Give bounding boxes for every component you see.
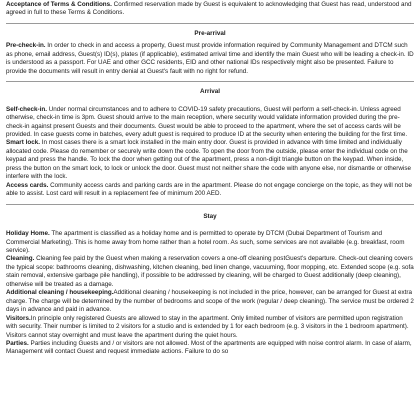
acceptance-heading: Acceptance of Terms & Conditions. — [6, 1, 112, 8]
pre-checkin-heading: Pre-check-in. — [6, 42, 46, 50]
holiday-home-paragraph — [6, 230, 414, 255]
self-checkin-paragraph — [6, 106, 414, 140]
cleaning-heading: Cleaning. — [6, 255, 35, 263]
divider — [6, 23, 414, 24]
visitors-text: In principle only registered Guests are allowed to stay in the apartment. Only limited number of visitors are permitted upon registration with security. Their number is limited to 2 visitors for a studio and is extended by 1 for each bedroom (e.g. 3 visitors in the 1 bedroom apartment). Visitors cannot stay overnight and must leave the apartment during the quiet hours. — [6, 314, 409, 339]
cleaning-paragraph — [6, 255, 414, 289]
housekeeping-text: Additional cleaning / housekeeping is not included in the price, however, can be arranged for Guest at extra charge. The charge will be determined by the number of bedrooms and scope of the work (regular / deep cleaning). The service must be ordered 2 days in advance and paid in advance. — [6, 289, 414, 314]
divider — [6, 204, 414, 205]
pre-checkin-text: In order to check in and access a property, Guest must provide information required by Community Management and DTCM such as phone, email address, Guest(s) ID(s), plates (if applicable), estimated arrival time and identify the main Guest who will be leading a check-in. ID is understood as a passport. For UAE and other GCC residents, EID and other national IDs respectively might also be presented. Failure to provide the documents will result in entry denial at Guest's fault with no right for refund. — [6, 42, 414, 75]
smart-lock-text: In most cases there is a smart lock installed in the main entry door. Guest is provided in advance with time limited and individually allocated code. Please do remember or securely write down the code. To open the door from the outside, please enter the individual code on the keypad and press the handle. To lock the door when getting out of the apartment, press a non-digit triangle button on the keypad. When inside, press the button on the smart lock, to lock or unlock the door. Guest must not neither share the code with anyone else, nor dismantle or otherwise interfere with the lock. — [6, 139, 411, 181]
stay-title: Stay — [203, 212, 217, 220]
arrival-title: Arrival — [200, 88, 220, 96]
divider — [6, 81, 414, 82]
parties-text: Parties including Guests and / or visitors are not allowed. Most of the apartments are equipped with noise control alarm. In case of alarm, Management will contact Guest and request immediate actions. Failure to do so — [6, 339, 412, 356]
housekeeping-paragraph — [6, 289, 414, 314]
stay-section — [6, 213, 414, 357]
smart-lock-heading: Smart lock. — [6, 139, 40, 147]
pre-checkin-paragraph — [6, 42, 414, 76]
self-checkin-heading: Self-check-in. — [6, 105, 47, 113]
pre-arrival-section — [6, 30, 414, 76]
arrival-section — [6, 88, 414, 198]
smart-lock-paragraph — [6, 139, 414, 181]
holiday-home-text: The apartment is classified as a holiday home and is permitted to operate by DTCM (Dubai Department of Tourism and Commercial Marketing). This is home away from home rather than a hotel room. As such, some services are not available (e.g. breakfast, room service). — [6, 230, 405, 254]
access-cards-text: Community access cards and parking cards are in the apartment. Please do not engage concierge on the topic, as they will not be able to assist. Lost card will result in a replacement fee of minimum 200 AED. — [6, 181, 413, 198]
pre-arrival-title: Pre-arrival — [194, 29, 226, 37]
self-checkin-text: Under normal circumstances and to adhere to COVID-19 safety precautions, Guest will perform a self-check-in. Unless agreed otherwise, check-in time is 3pm. Guest should arrive to the main reception, where security would validate information provided during the pre-check-in against present Guests and their documents. Guest would be able to proceed to the apartment, where the set of access cards will be provided. In case guests come in batches, every adult guest is required to produce ID at the security when entering the building for the first time. — [6, 105, 408, 138]
visitors-heading: Visitors. — [6, 314, 31, 322]
access-cards-heading: Access cards. — [6, 181, 49, 189]
parties-paragraph — [6, 340, 414, 357]
acceptance-text: Confirmed reservation made by Guest is equivalent to acknowledging that Guest has read, understood and agreed in full to these Terms & Conditions. — [6, 1, 412, 17]
parties-heading: Parties. — [6, 339, 29, 347]
housekeeping-heading: Additional cleaning / housekeeping. — [6, 289, 114, 297]
holiday-home-heading: Holiday Home. — [6, 230, 50, 238]
access-cards-paragraph — [6, 182, 414, 199]
visitors-paragraph — [6, 315, 414, 340]
acceptance-paragraph — [6, 1, 414, 18]
acceptance-section — [6, 0, 414, 18]
cleaning-text: Cleaning fee paid by the Guest when making a reservation covers a one-off cleaning postGuest's departure. Check-out cleaning covers the typical scope: bathrooms cleaning, dishwashing, kitchen cleaning, bed linen change, vacuuming, floor mopping, etc. Extended scope (e.g. sofa stain removal, extensive garbage pile handling), if possible to be addressed by cleaning, will be charged to Guest additionally (deep cleaning), otherwise will be treated as a damage. — [6, 255, 414, 288]
